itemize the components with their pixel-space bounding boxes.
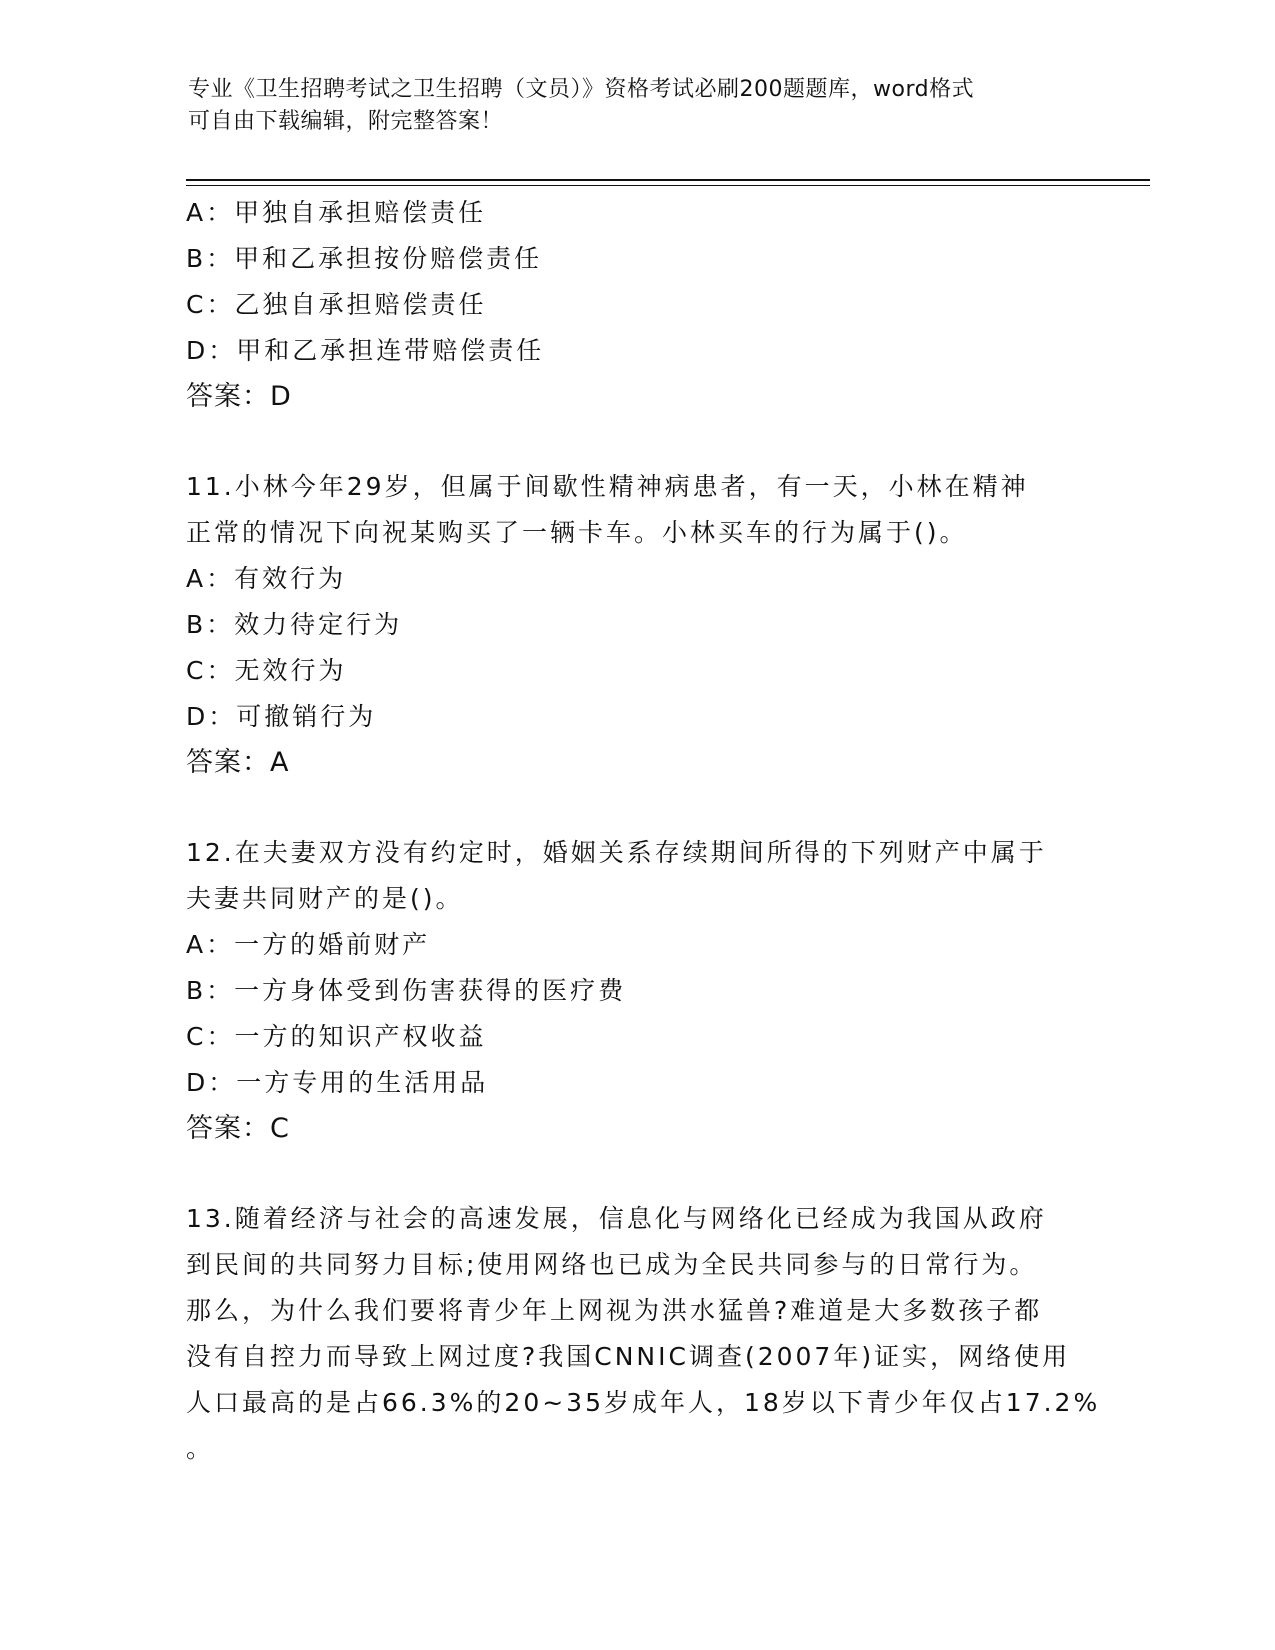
option-c: C：一方的知识产权收益 bbox=[186, 1022, 487, 1051]
question-stem-line: 12.在夫妻双方没有约定时，婚姻关系存续期间所得的下列财产中属于 bbox=[186, 838, 1047, 867]
question-stem-line: 11.小林今年29岁，但属于间歇性精神病患者，有一天，小林在精神 bbox=[186, 472, 1029, 501]
header-line-1: 专业《卫生招聘考试之卫生招聘（文员）》资格考试必刷200题题库，word格式 bbox=[188, 77, 975, 102]
question-stem-line: 到民间的共同努力目标;使用网络也已成为全民共同参与的日常行为。 bbox=[186, 1250, 1038, 1279]
question-11-answer: 答案：A bbox=[186, 747, 290, 778]
question-12 bbox=[186, 830, 1086, 1152]
question-11 bbox=[186, 464, 1086, 786]
spacer bbox=[186, 786, 1086, 830]
document-body bbox=[186, 190, 1101, 1472]
question-stem-line: 13.随着经济与社会的高速发展，信息化与网络化已经成为我国从政府 bbox=[186, 1204, 1047, 1233]
question-10-options bbox=[186, 190, 1086, 374]
document-header bbox=[188, 74, 1088, 138]
option-d: D：一方专用的生活用品 bbox=[186, 1068, 489, 1097]
question-stem-line: 。 bbox=[186, 1434, 215, 1463]
question-stem-line: 人口最高的是占66.3%的20~35岁成年人，18岁以下青少年仅占17.2% bbox=[186, 1388, 1101, 1417]
header-rule-thick bbox=[186, 179, 1150, 181]
option-d: D：可撤销行为 bbox=[186, 702, 377, 731]
spacer bbox=[186, 1152, 1086, 1196]
question-stem-line: 那么，为什么我们要将青少年上网视为洪水猛兽?难道是大多数孩子都 bbox=[186, 1296, 1043, 1325]
spacer bbox=[186, 420, 1086, 464]
question-10-answer: 答案：D bbox=[186, 381, 292, 412]
option-d: D：甲和乙承担连带赔偿责任 bbox=[186, 336, 545, 365]
question-12-answer: 答案：C bbox=[186, 1113, 290, 1144]
option-b: B：甲和乙承担按份赔偿责任 bbox=[186, 244, 543, 273]
question-stem-line: 正常的情况下向祝某购买了一辆卡车。小林买车的行为属于()。 bbox=[186, 518, 968, 547]
question-13 bbox=[186, 1196, 1101, 1472]
option-a: A：甲独自承担赔偿责任 bbox=[186, 198, 487, 227]
option-b: B：一方身体受到伤害获得的医疗费 bbox=[186, 976, 627, 1005]
header-rule-thin bbox=[186, 185, 1150, 186]
question-stem-line: 夫妻共同财产的是()。 bbox=[186, 884, 464, 913]
option-a: A：有效行为 bbox=[186, 564, 347, 593]
option-c: C：无效行为 bbox=[186, 656, 347, 685]
header-line-2: 可自由下载编辑，附完整答案！ bbox=[188, 109, 504, 134]
question-stem-line: 没有自控力而导致上网过度?我国CNNIC调查(2007年)证实，网络使用 bbox=[186, 1342, 1071, 1371]
option-a: A：一方的婚前财产 bbox=[186, 930, 431, 959]
option-c: C：乙独自承担赔偿责任 bbox=[186, 290, 487, 319]
option-b: B：效力待定行为 bbox=[186, 610, 403, 639]
